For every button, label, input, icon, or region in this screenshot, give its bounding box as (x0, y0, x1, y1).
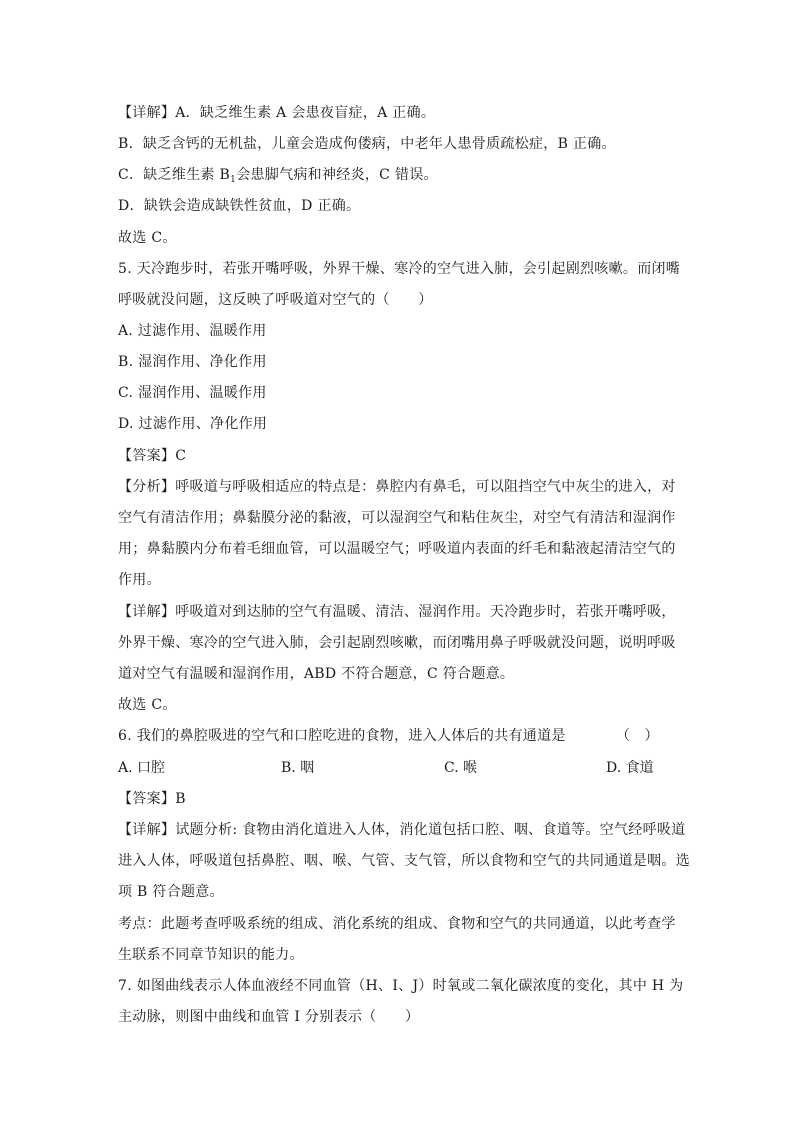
option-c: C. 湿润作用、温暖作用 (118, 385, 267, 401)
question-7: 7. 如图曲线表示人体血液经不同血管（H、I、J）时氧或二氧化碳浓度的变化，其中 H 为 (118, 978, 684, 994)
text-line: D．缺铁会造成缺铁性贫血，D 正确。 (118, 198, 361, 214)
option-a: A. 过滤作用、温暖作用 (118, 323, 267, 339)
question-5: 5. 天冷跑步时，若张开嘴呼吸，外界干燥、寒冷的空气进入肺，会引起剧烈咳嗽。而闭嘴 (118, 261, 681, 277)
text-line: 呼吸就没问题，这反映了呼吸道对空气的（ ） (118, 292, 433, 308)
explanation-line: 【详解】呼吸道对到达肺的空气有温暖、清洁、湿润作用。天冷跑步时，若张开嘴呼吸， (118, 604, 676, 620)
option-b: B. 湿润作用、净化作用 (118, 354, 267, 370)
explanation-line: 【详解】试题分析: 食物由消化道进入人体，消化道包括口腔、咽、食道等。空气经呼吸道 (118, 822, 686, 838)
answer-line: 【答案】C (118, 448, 187, 464)
q6-option-d: D. 食道 (606, 760, 654, 776)
text-fragment: C．缺乏维生素 B (118, 167, 231, 183)
q6-option-c: C. 喉 (444, 760, 478, 776)
subscript: 1 (230, 175, 237, 185)
text-line: 空气有清洁作用；鼻黏膜分泌的黏液，可以湿润空气和粘住灰尘，对空气有清洁和湿润作 (118, 510, 676, 526)
text-line: 考点：此题考查呼吸系统的组成、消化系统的组成、食物和空气的共同通道，以此考查学 (118, 916, 676, 932)
text-fragment: 会患脚气病和神经炎，C 错误。 (236, 167, 438, 183)
analysis-line: 【分析】呼吸道与呼吸相适应的特点是：鼻腔内有鼻毛，可以阻挡空气中灰尘的进入，对 (118, 479, 676, 495)
q6-option-a: A. 口腔 (118, 760, 166, 776)
text-line: 进入人体，呼吸道包括鼻腔、咽、喉、气管、支气管，所以食物和空气的共同通道是咽。选 (118, 853, 690, 869)
option-d: D. 过滤作用、净化作用 (118, 416, 268, 432)
text-line: 外界干燥、寒冷的空气进入肺，会引起剧烈咳嗽，而闭嘴用鼻子呼吸就没问题，说明呼吸 (118, 635, 676, 651)
text-line: 用；鼻黏膜内分布着毛细血管，可以温暖空气；呼吸道内表面的纤毛和黏液起清洁空气的 (118, 541, 676, 557)
text-line: 主动脉，则图中曲线和血管 I 分别表示（ ） (118, 1009, 420, 1025)
text-line (118, 165, 438, 185)
answer-line: 【答案】B (118, 791, 186, 807)
text-line: 故选 C。 (118, 697, 177, 713)
text-line: 项 B 符合题意。 (118, 884, 224, 900)
text-line: 【详解】A．缺乏维生素 A 会患夜盲症，A 正确。 (118, 105, 436, 121)
text-line: B．缺乏含钙的无机盐，儿童会造成佝偻病，中老年人患骨质疏松症，B 正确。 (118, 136, 616, 152)
text-line: 作用。 (118, 572, 161, 588)
text-line: 道对空气有温暖和湿润作用，ABD 不符合题意，C 符合题意。 (118, 666, 515, 682)
question-6: 6. 我们的鼻腔吸进的空气和口腔吃进的食物，进入人体后的共有通道是 （ ） (118, 728, 659, 744)
text-line: 故选 C。 (118, 230, 177, 246)
q6-option-b: B. 咽 (281, 760, 315, 776)
text-line: 生联系不同章节知识的能力。 (118, 947, 304, 963)
